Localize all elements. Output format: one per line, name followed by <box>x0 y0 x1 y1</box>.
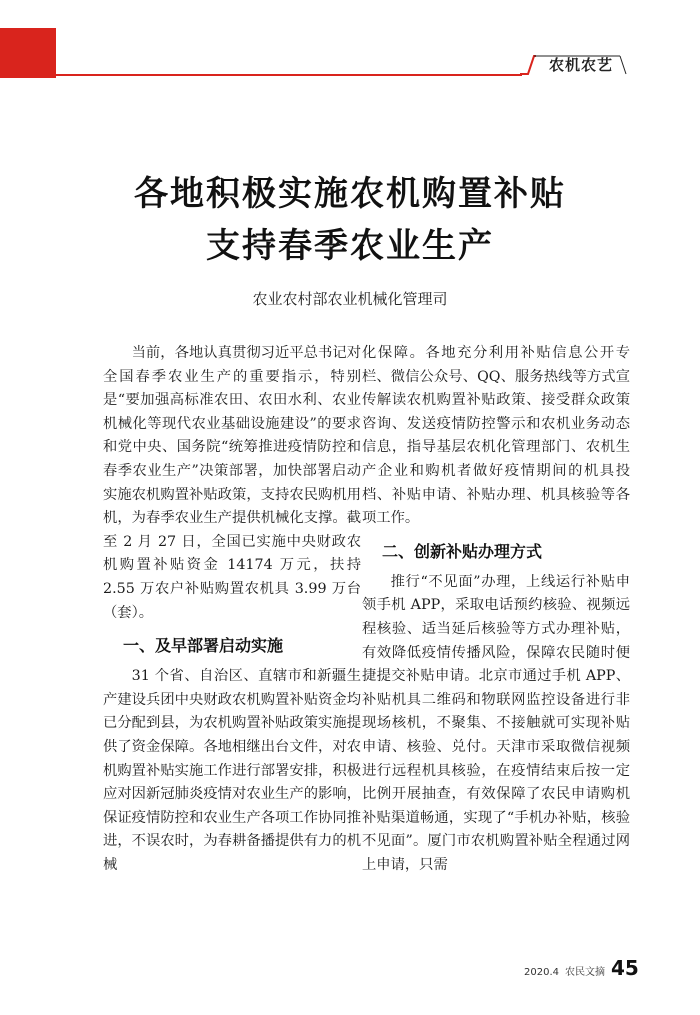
section-tab <box>520 50 628 78</box>
section-heading-2: 二、创新补贴办理方式 <box>382 541 543 561</box>
title-line-1: 各地积极实施农机购置补贴 <box>134 174 566 214</box>
header-rule <box>56 74 522 76</box>
right-column <box>362 342 630 877</box>
section-label: 农机农艺 <box>548 56 613 74</box>
header-red-block <box>0 28 56 78</box>
section-2-paragraph: 推行“不见面”办理，上线运行补贴申领手机 APP，采取电话预约核验、视频远程核验、适当延后核验等方式办理补贴，有效降低疫情传播风险，保障农民随时便捷提交补贴申请。北京市通过手机 APP、补贴机具二维码和物联网监控设备进行非现场核机，不聚集、不接触就可实现补贴申请、核验、兑付。天津市采取微信视频进行远程机具核验，在疫情结束后按一定比例开展抽查，有效保障了农民申请购机补贴渠道畅通，实现了“手机办补贴，核验不见面”。厦门市农机购置补贴全程通过网上申请，只需 <box>362 573 630 873</box>
article-author: 农业农村部农业机械化管理司 <box>252 290 448 308</box>
footer-magazine: 农民文摘 <box>565 967 605 978</box>
continued-paragraph: 化保障。各地充分利用补贴信息公开专栏、微信公众号、QQ、服务热线等方式宣传解读农机购置补贴政策、接受群众政策咨询、发送疫情防控警示和农机业务动态信息，指导基层农机化管理部门、农机生产企业和购机者做好疫情期间的机具投档、补贴申请、补贴办理、机具核验等各项工作。 <box>362 345 630 527</box>
section-heading-1: 一、及早部署启动实施 <box>123 636 284 656</box>
title-line-2: 支持春季农业生产 <box>206 226 494 266</box>
left-column <box>103 342 361 877</box>
section-1-paragraph: 31 个省、自治区、直辖市和新疆生产建设兵团中央财政农机购置补贴资金均已分配到县，为农机购置补贴政策实施提供了资金保障。各地相继出台文件，对农机购置补贴实施工作进行部署安排，积极应对因新冠肺炎疫情对农业生产的影响，保证疫情防控和农业生产各项工作协同推进，不误农时，为春耕备播提供有力的机械 <box>103 668 361 873</box>
page-footer <box>524 956 639 980</box>
intro-paragraph: 当前，各地认真贯彻习近平总书记对全国春季农业生产的重要指示，特别是“要加强高标准农田、农田水利、农业机械化等现代农业基础设施建设”的要求和党中央、国务院“统筹推进疫情防控和春季农业生产”决策部署，加快部署启动实施农机购置补贴政策，支持农民购机用机，为春季农业生产提供机械化支撑。截至 2 月 27 日，全国已实施中央财政农机购置补贴资金 14174 万元，扶持 2.55 万农户补贴购置农机具 3.99 万台（套）。 <box>103 345 361 621</box>
article-title <box>0 168 700 272</box>
footer-issue: 2020.4 <box>524 967 559 978</box>
page-number: 45 <box>611 956 639 980</box>
